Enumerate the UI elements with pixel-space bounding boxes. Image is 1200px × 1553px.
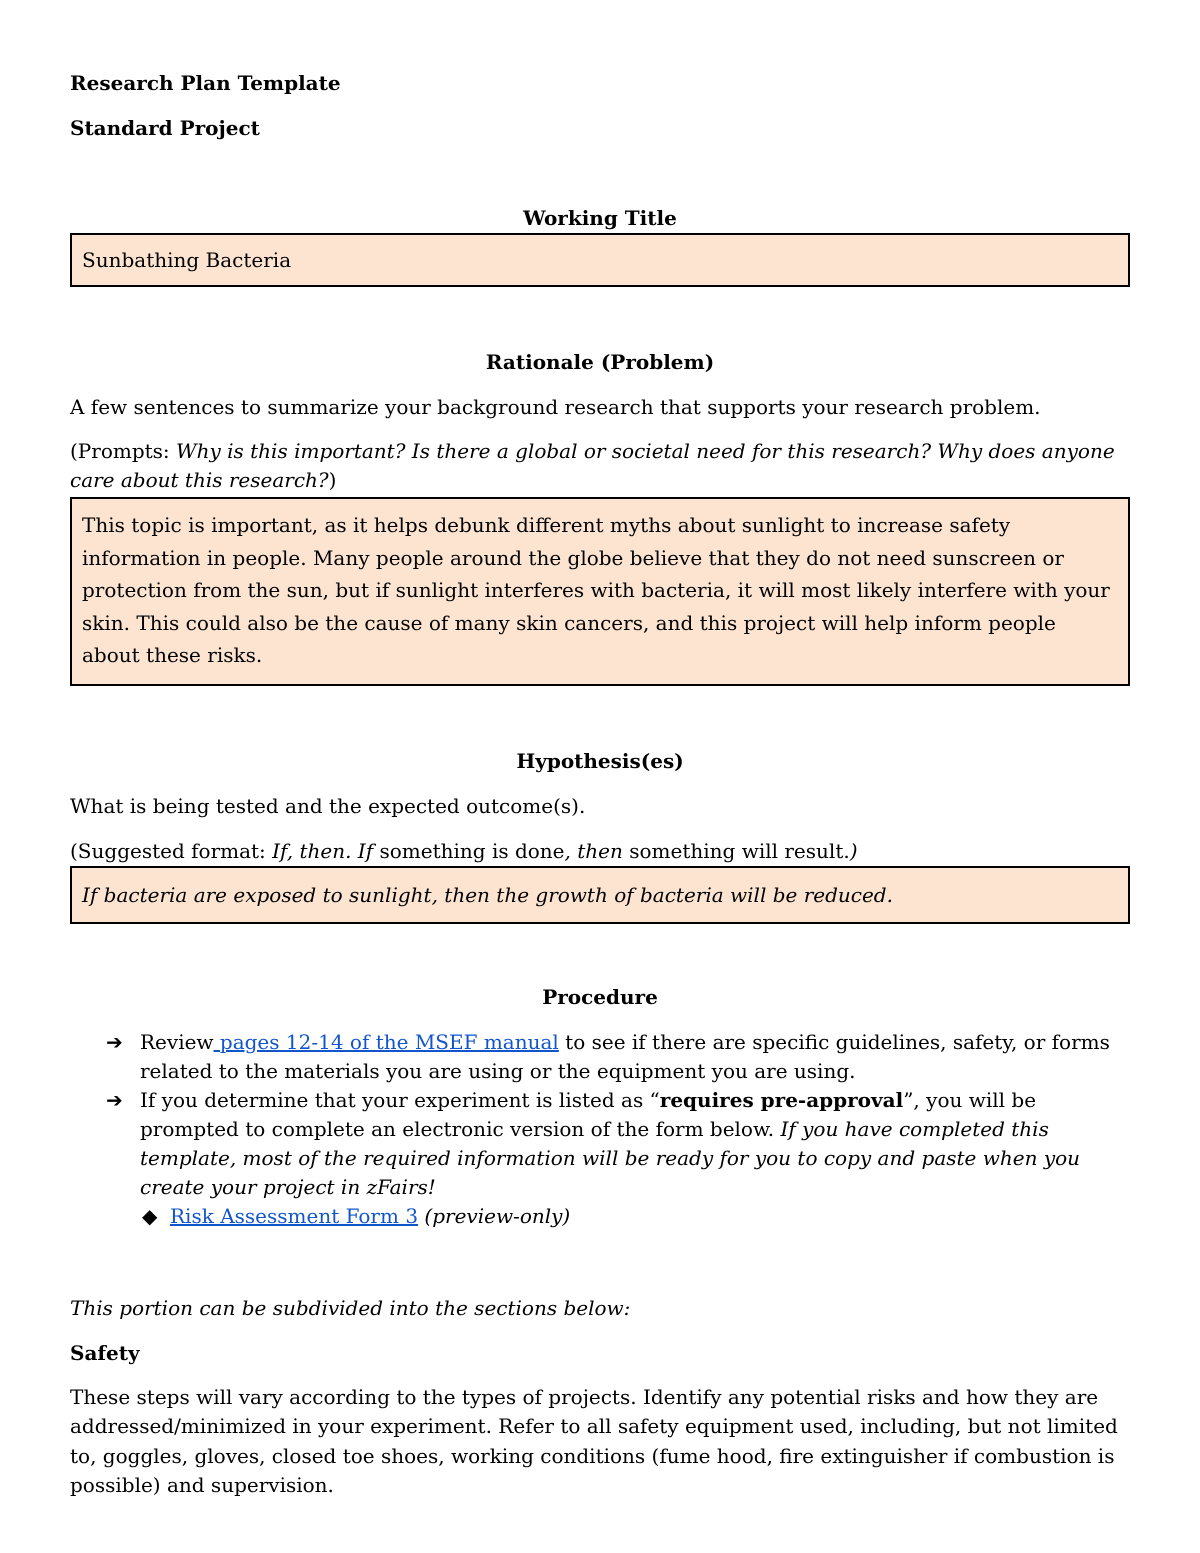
working-title-box[interactable]	[70, 233, 1130, 287]
rationale-answer: This topic is important, as it helps debunk different myths about sunlight to increase safety information in people. Many people around the globe believe that they do not need sunscreen or protection from the sun, but if sunlight interferes with bacteria, it will most likely interfere with your skin. This could also be the cause of many skin cancers, and this project will help inform people about these risks.	[82, 513, 1110, 667]
procedure-item-preapproval	[70, 1086, 1130, 1202]
hypothesis-format-suffix: )	[849, 838, 858, 863]
working-title-heading: Working Title	[523, 206, 677, 230]
risk-assessment-form-link[interactable]: Risk Assessment Form 3	[170, 1203, 419, 1228]
procedure-item2-italic: If you have completed this template, most of the required information will be ready for you to copy and paste when you create your project in zFairs!	[140, 1116, 1081, 1199]
procedure-heading: Procedure	[542, 984, 658, 1009]
rationale-heading: Rationale (Problem)	[485, 350, 715, 374]
hypothesis-heading: Hypothesis(es)	[516, 748, 684, 773]
procedure-list	[70, 1028, 1130, 1202]
procedure-item1-prefix: Review	[140, 1029, 214, 1054]
rationale-prompts-prefix: (Prompts:	[70, 439, 177, 463]
rationale-answer-box[interactable]	[70, 497, 1130, 686]
working-title-value: Sunbathing Bacteria	[82, 248, 292, 272]
hypothesis-format-prefix: (Suggested format:	[70, 838, 273, 863]
rationale-prompts-suffix: )	[328, 468, 337, 492]
document-subtitle: Standard Project	[70, 116, 260, 140]
hypothesis-answer: If bacteria are exposed to sunlight, then the growth of bacteria will be reduced.	[82, 882, 893, 907]
rationale-description: A few sentences to summarize your background research that supports your research problem.	[70, 395, 1041, 419]
procedure-item2-mid: ”, you will be prompted to complete an electronic version of the form below.	[140, 1087, 1037, 1141]
diamond-bullet-icon: ◆	[142, 1203, 158, 1228]
safety-body: These steps will vary according to the types of projects. Identify any potential risks and how they are addressed/minimized in your experiment. Refer to all safety equipment used, including, but not limited to, goggles, gloves, closed toe shoes, working conditions (fume hood, fire extinguisher if combustion is possible) and supervision.	[70, 1384, 1118, 1497]
arrow-icon: ➔	[106, 1029, 123, 1054]
procedure-item2-prefix: If you determine that your experiment is listed as “	[140, 1087, 660, 1112]
document-title: Research Plan Template	[70, 71, 341, 95]
hypothesis-format-if: If	[351, 838, 374, 863]
rationale-prompts-questions: Why is this important? Is there a global or societal need for this research? Why does anyone care about this research?	[70, 439, 1115, 492]
procedure-item1-suffix: to see if there are specific guidelines, safety, or forms related to the materials you are using or the equipment you are using.	[140, 1029, 1110, 1083]
rationale-prompts	[70, 437, 1130, 495]
hypothesis-format-then: , then	[564, 838, 623, 863]
procedure-subitem-risk-form	[70, 1202, 1130, 1231]
document-page	[70, 68, 1130, 1501]
subdivide-note: This portion can be subdivided into the sections below:	[70, 1295, 631, 1320]
safety-heading: Safety	[70, 1340, 140, 1365]
hypothesis-description: What is being tested and the expected outcome(s).	[70, 793, 586, 818]
hypothesis-format-if-then: If, then.	[272, 838, 352, 863]
hypothesis-format-mid1: something is done	[373, 838, 565, 863]
hypothesis-format	[70, 836, 1130, 866]
arrow-icon: ➔	[106, 1087, 123, 1112]
procedure-item2-bold: requires pre-approval	[659, 1087, 904, 1112]
risk-form-note: (preview-only)	[418, 1203, 571, 1228]
hypothesis-format-mid2: something will result.	[622, 838, 850, 863]
msef-manual-link[interactable]: pages 12-14 of the MSEF manual	[213, 1029, 559, 1054]
hypothesis-answer-box[interactable]	[70, 866, 1130, 924]
procedure-item-review	[70, 1028, 1130, 1086]
